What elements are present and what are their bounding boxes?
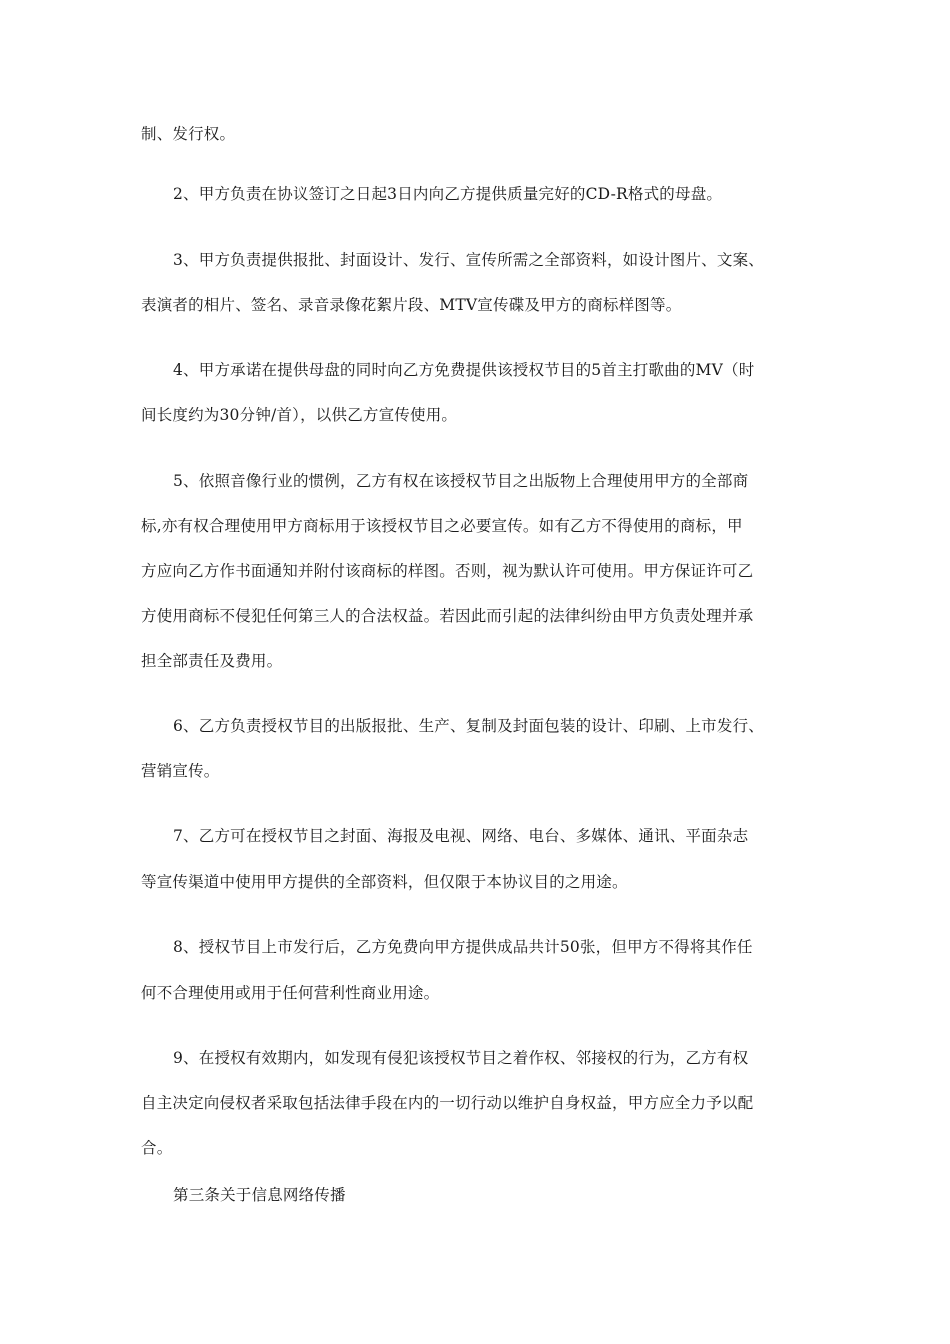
clause-9-line-1: 9、在授权有效期内，如发现有侵犯该授权节目之着作权、邻接权的行为，乙方有权 xyxy=(173,1049,749,1067)
clause-7-line-2: 等宣传渠道中使用甲方提供的全部资料，但仅限于本协议目的之用途。 xyxy=(141,873,628,891)
clause-8-line-2: 何不合理使用或用于任何营利性商业用途。 xyxy=(141,984,440,1002)
clause-7-line-1: 7、乙方可在授权节目之封面、海报及电视、网络、电台、多媒体、通讯、平面杂志 xyxy=(173,827,749,845)
clause-2-line-1: 2、甲方负责在协议签订之日起3日内向乙方提供质量完好的CD-R格式的母盘。 xyxy=(173,185,723,203)
clause-6-line-2: 营销宣传。 xyxy=(141,762,220,780)
clause-3-line-2: 表演者的相片、签名、录音录像花絮片段、MTV宣传碟及甲方的商标样图等。 xyxy=(141,296,682,314)
clause-4-line-1: 4、甲方承诺在提供母盘的同时向乙方免费提供该授权节目的5首主打歌曲的MV（时 xyxy=(173,361,755,379)
text-line: 制、发行权。 xyxy=(141,125,236,143)
clause-4-line-2: 间长度约为30分钟/首），以供乙方宣传使用。 xyxy=(141,406,458,424)
section-heading-article-3: 第三条关于信息网络传播 xyxy=(173,1186,346,1204)
clause-5-line-5: 担全部责任及费用。 xyxy=(141,652,283,670)
clause-3-line-1: 3、甲方负责提供报批、封面设计、发行、宣传所需之全部资料，如设计图片、文案、 xyxy=(173,251,764,269)
clause-9-line-3: 合。 xyxy=(141,1139,173,1157)
clause-9-line-2: 自主决定向侵权者采取包括法律手段在内的一切行动以维护自身权益，甲方应全力予以配 xyxy=(141,1094,754,1112)
clause-5-line-2: 标,亦有权合理使用甲方商标用于该授权节目之必要宣传。如有乙方不得使用的商标，甲 xyxy=(141,517,743,535)
clause-6-line-1: 6、乙方负责授权节目的出版报批、生产、复制及封面包装的设计、印刷、上市发行、 xyxy=(173,717,764,735)
clause-5-line-1: 5、依照音像行业的惯例，乙方有权在该授权节目之出版物上合理使用甲方的全部商 xyxy=(173,472,749,490)
clause-8-line-1: 8、授权节目上市发行后，乙方免费向甲方提供成品共计50张，但甲方不得将其作任 xyxy=(173,938,753,956)
clause-5-line-4: 方使用商标不侵犯任何第三人的合法权益。若因此而引起的法律纠纷由甲方负责处理并承 xyxy=(141,607,754,625)
clause-5-line-3: 方应向乙方作书面通知并附付该商标的样图。否则，视为默认许可使用。甲方保证许可乙 xyxy=(141,562,754,580)
